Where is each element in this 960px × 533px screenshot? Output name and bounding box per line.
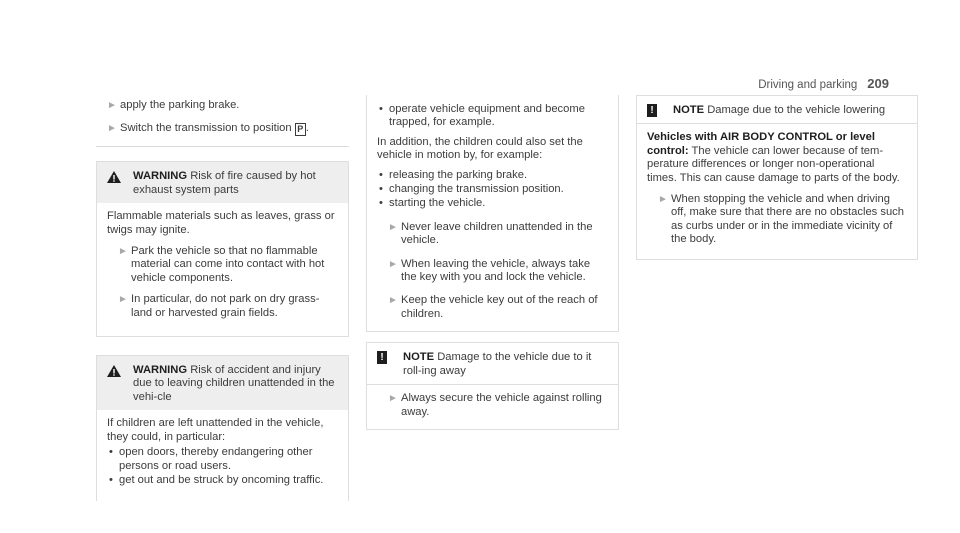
note-title: Damage due to the vehicle lowering: [707, 104, 886, 116]
exclamation-icon: !: [647, 104, 657, 117]
divider: [96, 146, 349, 161]
step-text: apply the parking brake.: [120, 99, 240, 111]
arrow-icon: ►: [388, 295, 398, 307]
step-text: Always secure the vehicle against rolling away.: [401, 392, 602, 418]
warning-text: If children are left unattended in the vehicle, they could, in particular:: [107, 417, 324, 443]
step-item: [647, 193, 907, 247]
warning-header: [97, 356, 348, 410]
step-item: [377, 294, 608, 321]
page-number: 209: [867, 76, 889, 91]
step-text: Never leave children unattended in the vehicle.: [401, 220, 593, 247]
step-text: Switch the transmission to position: [120, 122, 292, 135]
warning-continuation: [366, 95, 619, 332]
bullet-list: [107, 446, 338, 487]
list-item: • starting the vehicle.: [377, 197, 608, 210]
list-item: • operate vehicle equipment and become trapped, for example.: [377, 103, 608, 130]
paragraph: In addition, the children could also set the vehicle in motion by, for example:: [377, 135, 583, 162]
instruction-steps: [96, 95, 349, 136]
step-text: In particular, do not park on dry grass-land or harvested grain fields.: [131, 293, 320, 319]
bullet-list: [377, 103, 608, 130]
exclamation-icon: !: [377, 351, 387, 364]
note-subheading: Vehicles with AIR BODY CONTROL or level control:: [647, 131, 875, 157]
step-item: [377, 258, 608, 285]
section-title: Driving and parking: [758, 79, 858, 91]
step-item: [96, 99, 349, 112]
step-text: When leaving the vehicle, always take the key with you and lock the vehicle.: [401, 257, 591, 284]
arrow-icon: ►: [388, 221, 398, 233]
note-title: Damage to the vehicle due to it roll-ing away: [403, 351, 592, 377]
step-text-end: .: [305, 122, 309, 135]
note-label: NOTE: [403, 351, 435, 364]
page-header: [758, 77, 889, 92]
bullet-list: [377, 169, 608, 211]
list-item: • changing the transmission position.: [377, 183, 608, 196]
warning-box-fire: [96, 161, 349, 337]
arrow-icon: ►: [107, 123, 117, 135]
arrow-icon: ►: [118, 246, 128, 258]
list-item: • get out and be struck by oncoming traffic.: [107, 474, 338, 487]
note-header: [367, 343, 618, 385]
step-item: [107, 245, 338, 285]
arrow-icon: ►: [388, 393, 398, 405]
note-body: [637, 124, 917, 258]
warning-box-children: [96, 355, 349, 501]
column-right: [636, 95, 918, 278]
warning-body: [97, 203, 348, 336]
warning-title: Risk of accident and injury due to leaving children unattended in the vehi-cle: [133, 364, 335, 403]
step-text: When stopping the vehicle and when driving off, make sure that there are no obstacles such as curbs under or in the immediate vicinity of the body.: [671, 193, 904, 246]
note-box-lowering: [636, 95, 918, 260]
warning-title: Risk of fire caused by hot exhaust system parts: [133, 170, 316, 196]
note-header: [637, 96, 917, 124]
column-left: [96, 95, 349, 519]
step-text: Keep the vehicle key out of the reach of children.: [401, 294, 598, 320]
park-position-icon: P: [295, 123, 306, 136]
warning-triangle-icon: [107, 365, 121, 377]
warning-triangle-icon: [107, 171, 121, 183]
warning-label: WARNING: [133, 364, 188, 377]
step-item: [377, 392, 608, 419]
arrow-icon: ►: [107, 100, 117, 111]
warning-text: Flammable materials such as leaves, grass or twigs may ignite.: [107, 210, 335, 236]
step-text: Park the vehicle so that no flammable material can come into contact with hot vehicle components.: [131, 245, 325, 284]
note-body: [367, 385, 618, 429]
note-label: NOTE: [673, 104, 705, 116]
arrow-icon: ►: [118, 294, 128, 306]
step-item: [107, 293, 338, 320]
list-item: • releasing the parking brake.: [377, 169, 608, 182]
arrow-icon: ►: [388, 258, 398, 270]
note-box-rolling: [366, 342, 619, 430]
note-text: [647, 131, 907, 185]
step-item: [96, 122, 349, 136]
warning-body: [97, 410, 348, 501]
step-item: [377, 221, 608, 248]
column-middle: [366, 95, 619, 448]
arrow-icon: ►: [658, 194, 668, 206]
warning-label: WARNING: [133, 170, 188, 183]
list-item: • open doors, thereby endangering other persons or road users.: [107, 446, 338, 473]
warning-header: [97, 162, 348, 203]
note-paragraph: The vehicle can lower because of tem-perature differences or longer non-operational times. This can cause damage to parts of the body.: [647, 144, 900, 184]
